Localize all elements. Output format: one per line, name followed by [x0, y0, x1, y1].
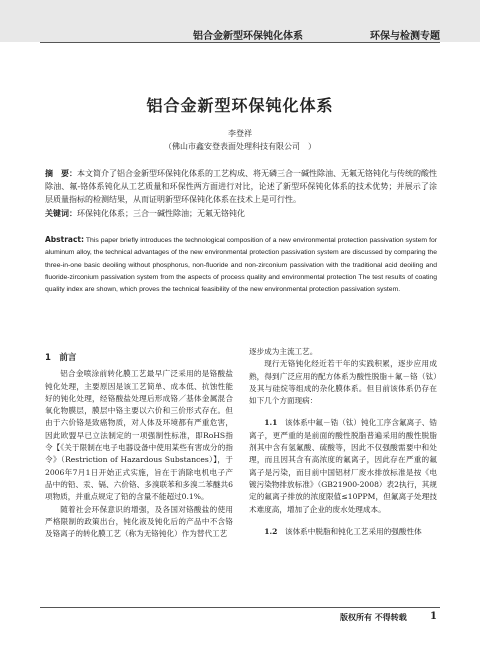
subsection-number: 1.2: [264, 526, 278, 536]
abstract-cn: [45, 167, 437, 206]
abstract-en-label: Abstract:: [45, 235, 85, 244]
body-column-right: [249, 346, 437, 538]
affiliation: （佛山市鑫安登表面处理科技有限公司 ）: [164, 142, 316, 151]
body-column-left: [45, 352, 233, 540]
copyright-notice: 版权所有 不得转载: [340, 613, 407, 622]
subsection-text: 该体系中脱脂和钝化工艺采用的强酸性体: [277, 526, 422, 536]
header-divider: [40, 42, 440, 43]
subsection-number: 1.1: [264, 418, 278, 428]
article-title: 铝合金新型环保钝化体系: [146, 96, 334, 115]
body-paragraph: 现行无铬钝化经近若干年的实践积累，逐步应用成熟，得到广泛应用的配方体系为酸性脱脂＋氟－铬（钛）及其与硅烷等组成的杂化膜体系。但目前该体系仍存在如下几个方面现病：: [249, 359, 437, 406]
abstract-cn-text: 本文简介了铝合金新型环保钝化体系的工艺构成、将无磷三合一碱性除油、无氟无铬钝化与传统的酸性除油、氟-铬体系钝化从工艺质量和环保性两方面进行对比，论述了新型环保钝化体系的技术优势；并展示了涂层质量指标的检测结果，从而证明新型环保钝化体系在技术上是可行性。: [45, 169, 437, 204]
column-name: 环保与检测专题: [370, 31, 440, 42]
footer-divider: [40, 607, 440, 608]
body-paragraph: 随着社会环保意识的增强，及各国对铬酸盐的使用严格限制的政策出台，钝化液及钝化后的产品中不含铬及铬离子的转化膜工艺（称为无铬钝化）作为替代工艺: [45, 504, 233, 539]
abstract-en: [45, 234, 437, 296]
body-paragraph: 逐步成为主流工艺。: [249, 347, 318, 356]
keywords-cn-text: 环保钝化体系；三合一碱性除油；无氟无铬钝化: [77, 209, 245, 218]
section-heading: 1 前言: [45, 353, 77, 363]
page-number: 1: [430, 611, 437, 622]
author: 李登祥: [228, 129, 252, 138]
subsection-paragraph: [249, 526, 437, 538]
keywords-cn: [45, 208, 437, 219]
keywords-cn-label: 关键词：: [45, 209, 77, 218]
abstract-en-text: This paper briefly introduces the technological composition of a new environmental protection passivation system for aluminum alloy, the technical advantages of the new environmental protection passivation system are discussed by comparing the three-in-one basic deoiling without phosphorus, non-fluoride and non-zirconium passivation with the traditional acid deoiling and fluoride-zirconium passivation system from the aspects of process quality and environmental protection The test results of coating quality index are shown, which proves the technical feasibility of the new environmental protection passivation system.: [45, 237, 437, 294]
body-paragraph: 铝合金喷涂前转化膜工艺最早广泛采用的是铬酸盐钝化处理，主要原因是该工艺简单、成本低、抗蚀性能好的钝化处理，经铬酸盐处理后形成铬／基体金属混合氧化物膜层，膜层中铬主要以六价和三价形式存在。但由于六价铬是致癌物质，对人体及环境都有严重危害，因此欧盟早已立法制定的一项强制性标准，即RoHS指令【《关于限制在电子电器设备中使用某些有害成分的指令》（Restriction of Hazardous Substances）】，于2006年7月1日开始正式实施，旨在于消除电机电子产品中的铅、汞、镉、六价铬、多溴联苯和多溴二苯醚共6项物质，并重点规定了铅的含量不能超过0.1%。: [45, 369, 233, 502]
subsection-text: 该体系中氟－锆（钛）钝化工序含氟离子、锆离子，更严重的是前面的酸性脱脂普遍采用的酸性脱脂剂其中含有氢氟酸、硫酸等，因此不仅强酸需要中和处理，而且因其含有高浓度的氟离子，因此存在严重的氟离子是污染，而目前中国铝材厂废水排放标准是按《电镀污染物排放标准》（GB21900-2008）表2执行，其规定的氟离子排放的浓度限值≤10PPM，但氟离子处理技术难度高，增加了企业的废水处理成本。: [249, 418, 437, 514]
subsection-paragraph: [249, 417, 437, 515]
abstract-cn-label: 摘 要：: [45, 169, 77, 178]
running-title: 铝合金新型环保钝化体系: [193, 31, 303, 42]
